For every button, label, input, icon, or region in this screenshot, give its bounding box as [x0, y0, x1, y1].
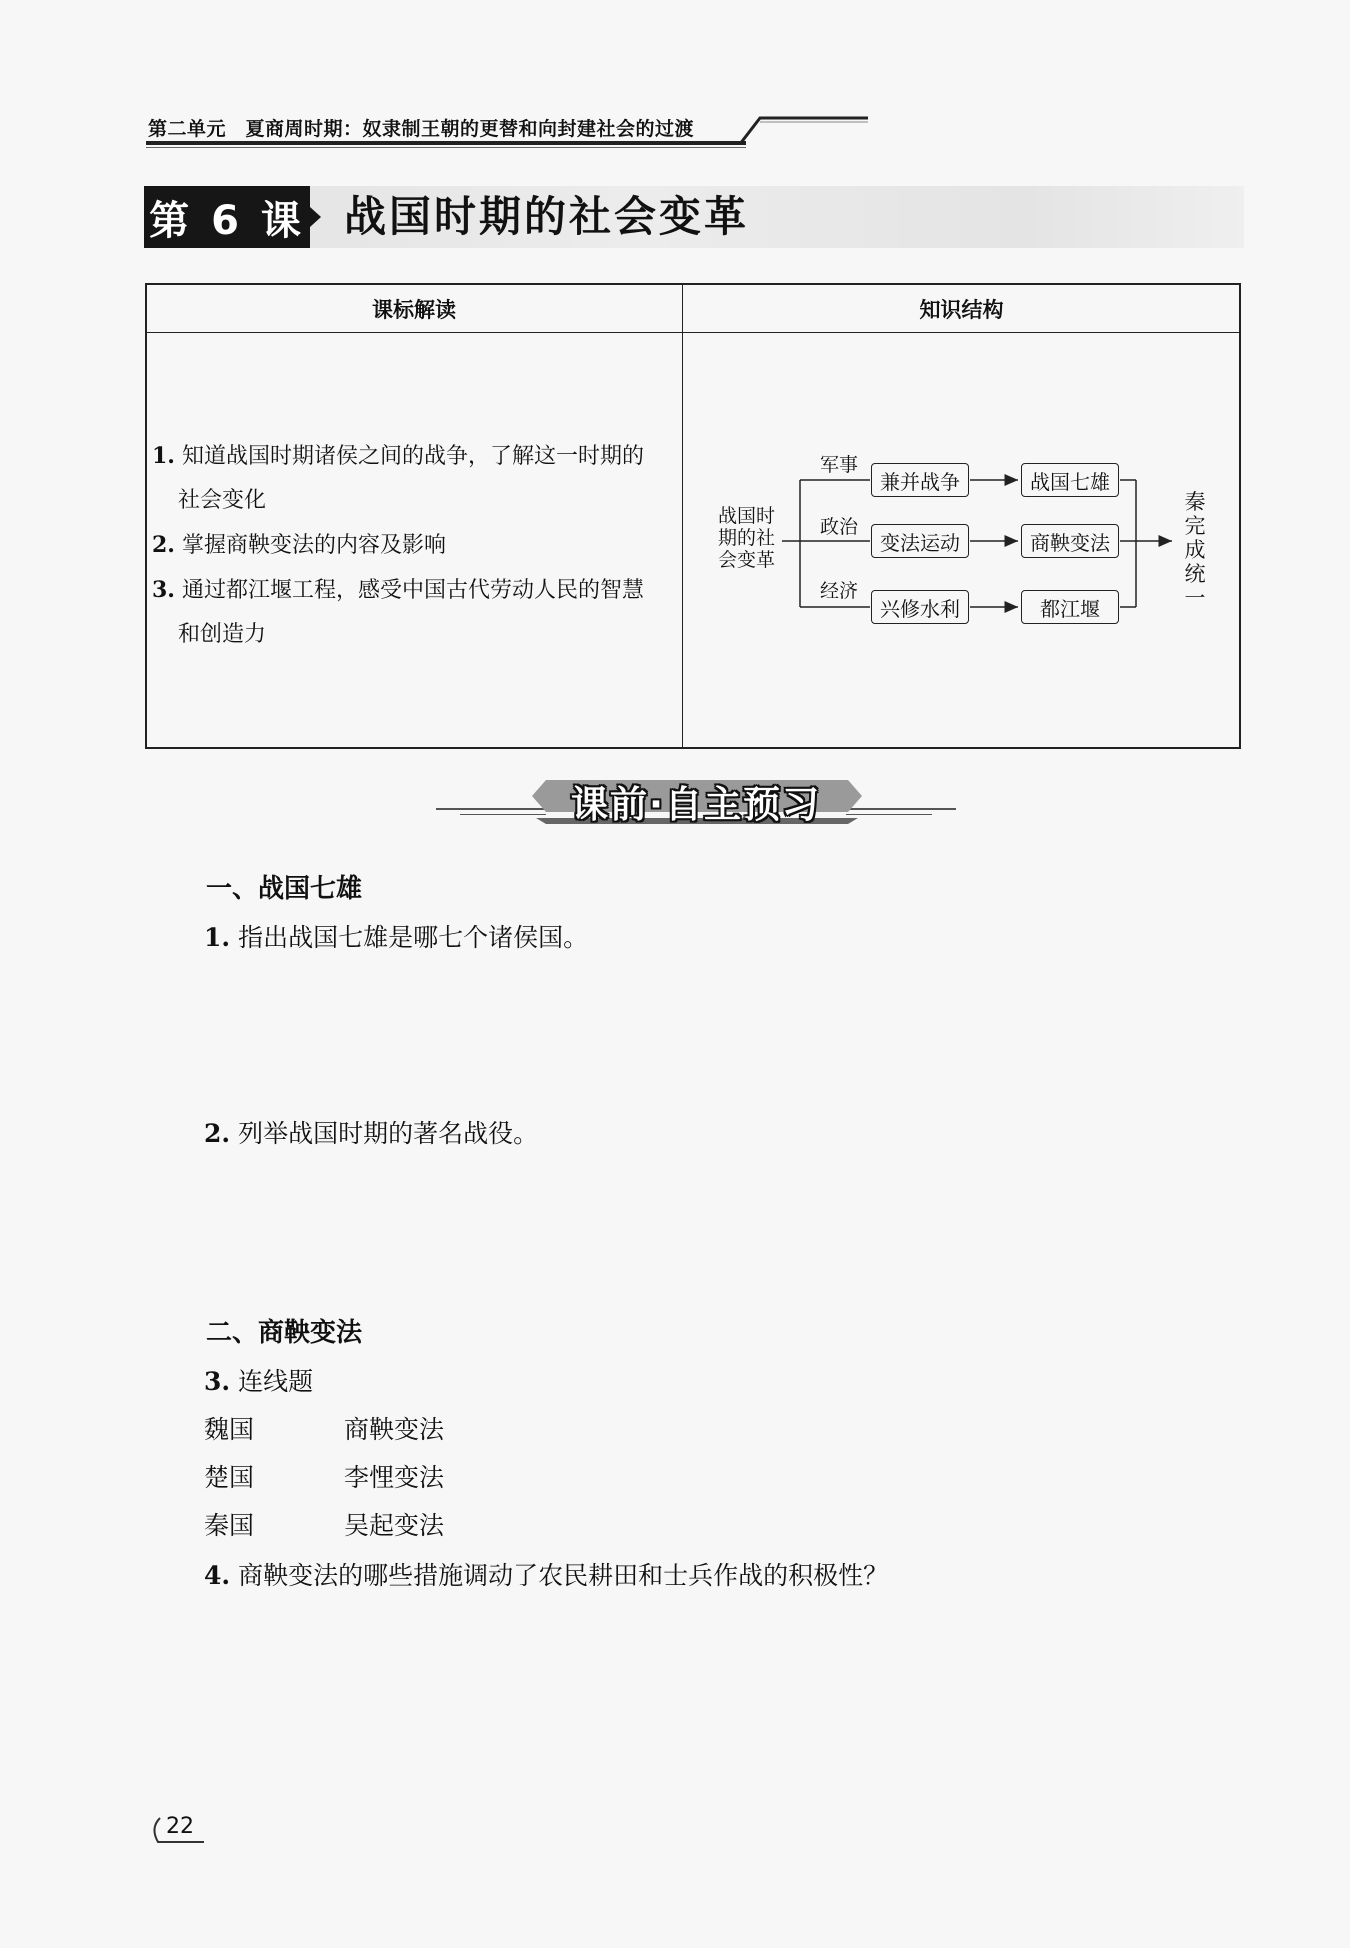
objective-2: 2. 掌握商鞅变法的内容及影响 [152, 532, 446, 558]
objective-3: 3. 通过都江堰工程，感受中国古代劳动人民的智慧 [152, 577, 644, 603]
table-header-divider [146, 332, 1240, 333]
section-banner-title: 课前·自主预习 [570, 783, 822, 826]
box-reform-movement: 变法运动 [871, 524, 969, 558]
page-number: 22 [166, 1814, 194, 1839]
banner-rule-right [846, 808, 956, 810]
box-seven-warring-states: 战国七雄 [1021, 463, 1119, 497]
objective-1: 1. 知道战国时期诸侯之间的战争，了解这一时期的 [152, 443, 644, 469]
box-annexation-wars: 兼并战争 [871, 463, 969, 497]
match-left-qin: 秦国 [204, 1511, 255, 1540]
section-heading-shang-yang-reform: 二、商鞅变法 [206, 1318, 363, 1348]
lesson-number: 第 6 课 [144, 186, 310, 248]
match-right-shang-yang: 商鞅变法 [344, 1415, 445, 1444]
header-rule-thin [146, 147, 746, 148]
lesson-number-arrow [310, 207, 321, 227]
box-dujiangyan: 都江堰 [1021, 590, 1119, 624]
branch-label-military: 军事 [820, 454, 859, 476]
section-heading-seven-states: 一、战国七雄 [206, 874, 363, 904]
diagram-result: 秦 完 成 统 一 [1184, 490, 1206, 610]
table-header-knowledge: 知识结构 [919, 298, 1004, 322]
question-3: 3. 连线题 [204, 1367, 314, 1396]
branch-label-economy: 经济 [820, 580, 859, 602]
header-corner-decoration [740, 112, 870, 152]
objective-1-cont: 社会变化 [178, 488, 267, 513]
match-right-wu-qi: 吴起变法 [344, 1511, 445, 1540]
question-1: 1. 指出战国七雄是哪七个诸侯国。 [204, 923, 589, 952]
match-left-chu: 楚国 [204, 1463, 255, 1492]
branch-label-politics: 政治 [820, 516, 859, 538]
match-left-wei: 魏国 [204, 1415, 255, 1444]
lesson-title: 战国时期的社会变革 [344, 192, 750, 241]
box-water-conservancy: 兴修水利 [871, 590, 969, 624]
match-right-li-kui: 李悝变法 [344, 1463, 445, 1492]
question-4: 4. 商鞅变法的哪些措施调动了农民耕田和士兵作战的积极性？ [204, 1561, 889, 1590]
header-rule [146, 141, 746, 145]
table-header-curriculum: 课标解读 [372, 298, 456, 322]
banner-rule-left [436, 808, 546, 810]
diagram-root: 战国时 期的社 会变革 [718, 505, 776, 571]
curriculum-objectives [152, 434, 680, 657]
box-shang-yang-reform: 商鞅变法 [1021, 524, 1119, 558]
objective-3-cont: 和创造力 [178, 622, 267, 647]
question-2: 2. 列举战国时期的著名战役。 [204, 1119, 539, 1148]
unit-header: 第二单元 夏商周时期：奴隶制王朝的更替和向封建社会的过渡 [148, 118, 695, 140]
